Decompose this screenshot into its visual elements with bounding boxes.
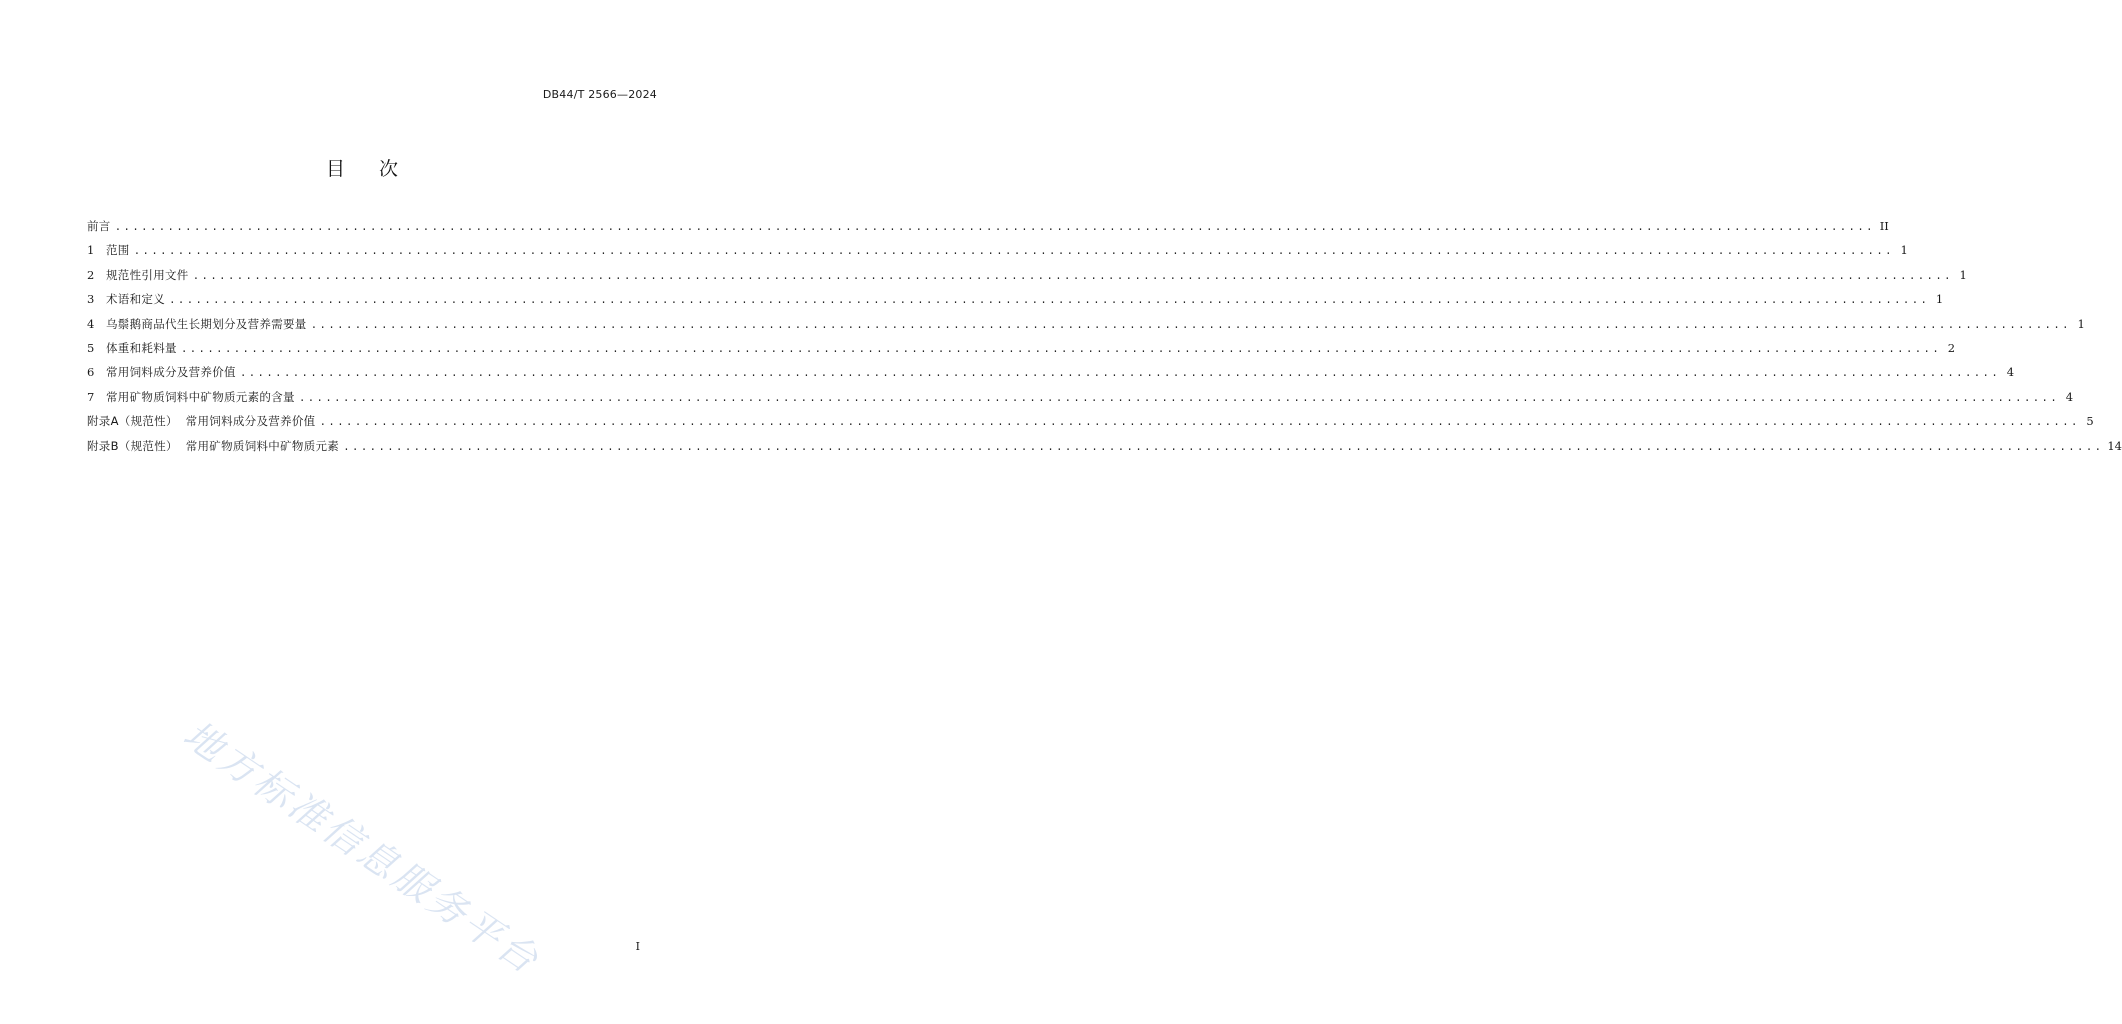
toc-leader-dots: ........................................................................................................................................................................................................ xyxy=(169,295,1930,308)
toc-entry-number: 2 xyxy=(87,267,95,282)
toc-entry-page: 14 xyxy=(2107,438,2122,453)
toc-leader-dots: ........................................................................................................................................................................................................ xyxy=(310,319,2071,332)
toc-entry-growth-stages[interactable] xyxy=(87,316,2085,340)
toc-entry-page: 1 xyxy=(1935,292,1944,307)
toc-entry-label: 范围 xyxy=(106,243,130,258)
toc-entry-number: 7 xyxy=(87,389,95,404)
page-number: I xyxy=(635,940,640,953)
toc-leader-dots: ........................................................................................................................................................................................................ xyxy=(319,417,2080,430)
toc-entry-weight-feed[interactable] xyxy=(87,340,1956,364)
toc-entry-label: 前言 xyxy=(87,219,111,233)
toc-leader-dots: ........................................................................................................................................................................................................ xyxy=(192,270,1953,283)
table-of-contents xyxy=(87,218,2122,462)
toc-entry-appendix-b[interactable] xyxy=(87,438,2122,462)
watermark: 地方标准信息服务平台 xyxy=(175,712,549,984)
toc-entry-page: 1 xyxy=(1959,267,1967,282)
toc-leader-dots: ........................................................................................................................................................................................................ xyxy=(298,392,2060,405)
document-code: DB44/T 2566—2024 xyxy=(542,88,657,101)
toc-entry-number: 6 xyxy=(87,365,95,380)
toc-entry-terms-definitions[interactable] xyxy=(87,291,1944,315)
toc-entry-mineral-content[interactable] xyxy=(87,389,2074,413)
toc-entry-number: 1 xyxy=(87,243,95,258)
toc-entry-label: 术语和定义 xyxy=(106,292,165,307)
toc-entry-normative-references[interactable] xyxy=(87,267,1967,291)
toc-entry-foreword[interactable] xyxy=(87,218,1889,242)
toc-leader-dots: ........................................................................................................................................................................................................ xyxy=(180,343,1942,356)
toc-leader-dots: ........................................................................................................................................................................................................ xyxy=(343,441,2104,454)
toc-leader-dots: ........................................................................................................................................................................................................ xyxy=(114,222,1875,234)
toc-entry-appendix-a[interactable] xyxy=(87,413,2094,437)
toc-entry-label: 常用饲料成分及营养价值 xyxy=(106,365,236,380)
toc-entry-page: 1 xyxy=(1900,243,1908,258)
toc-entry-label: 常用矿物质饲料中矿物质元素的含量 xyxy=(106,389,295,404)
toc-title-char-2: 次 xyxy=(379,158,399,180)
toc-title-char-1: 目 xyxy=(325,158,345,180)
toc-entry-page: 5 xyxy=(2086,414,2094,429)
toc-entry-page: 2 xyxy=(1947,340,1956,355)
toc-entry-scope[interactable] xyxy=(87,242,1908,266)
toc-entry-page: II xyxy=(1879,219,1889,233)
toc-title xyxy=(0,154,724,181)
toc-leader-dots: ........................................................................................................................................................................................................ xyxy=(239,368,2001,381)
toc-entry-label: 规范性引用文件 xyxy=(106,267,189,282)
toc-entry-page: 4 xyxy=(2006,365,2015,380)
toc-entry-label: 附录B（规范性） 常用矿物质饲料中矿物质元素 xyxy=(87,438,340,453)
toc-leader-dots: ........................................................................................................................................................................................................ xyxy=(133,246,1894,259)
toc-entry-number: 3 xyxy=(87,292,95,307)
toc-entry-label: 乌鬃鹅商品代生长期划分及营养需要量 xyxy=(106,316,307,331)
toc-entry-number: 4 xyxy=(87,316,95,331)
toc-entry-label: 体重和耗料量 xyxy=(106,340,177,355)
toc-entry-page: 4 xyxy=(2065,389,2074,404)
toc-entry-feed-composition[interactable] xyxy=(87,364,2015,388)
toc-entry-label: 附录A（规范性） 常用饲料成分及营养价值 xyxy=(87,414,316,429)
toc-entry-number: 5 xyxy=(87,340,95,355)
toc-entry-page: 1 xyxy=(2077,316,2085,331)
